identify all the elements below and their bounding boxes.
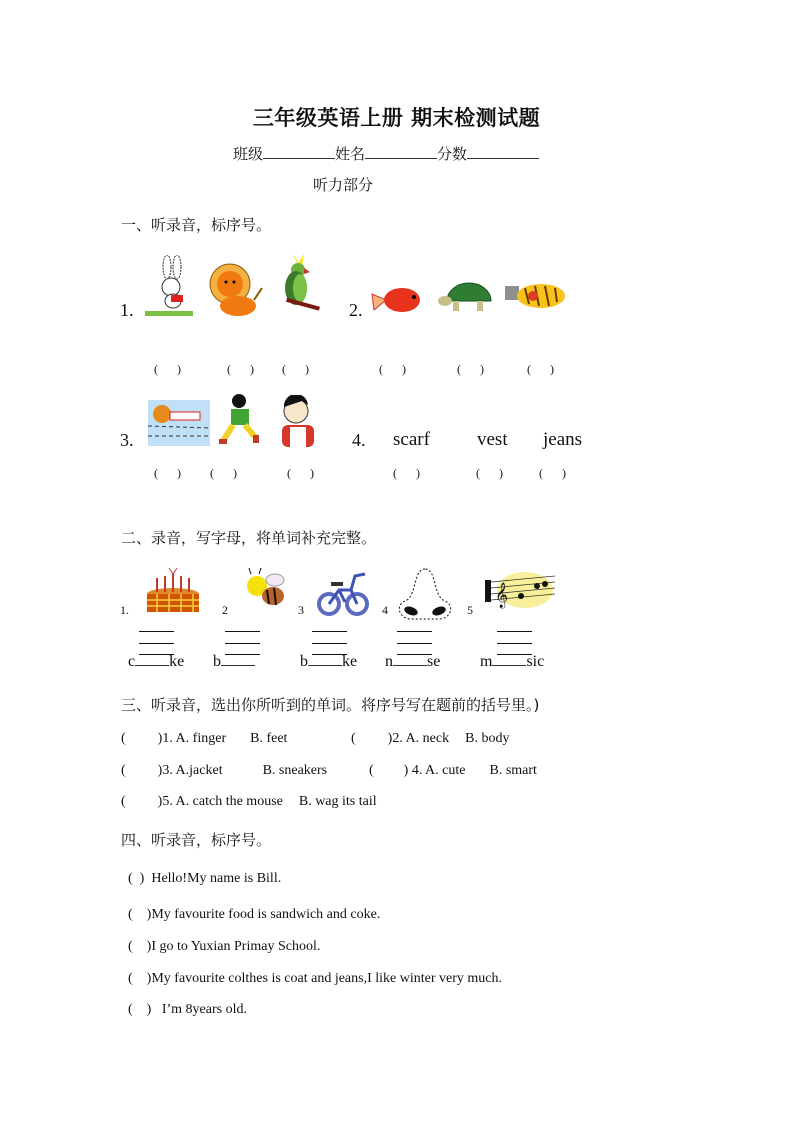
sentence: My favourite food is sandwich and coke.	[151, 907, 381, 922]
answer-paren[interactable]: (	[121, 731, 126, 746]
q3-item-3	[121, 763, 327, 779]
answer-paren-3-3[interactable]: ( )	[287, 466, 322, 480]
q4-item-5	[128, 1002, 247, 1018]
word-stem-bike	[300, 653, 357, 671]
option-b: B. smart	[489, 763, 537, 778]
answer-paren-2-2[interactable]: ( )	[457, 362, 492, 376]
bee-picture	[241, 568, 291, 614]
answer-paren[interactable]: (	[369, 763, 374, 778]
fill-blank-cake[interactable]	[135, 656, 169, 666]
q4-item-3	[128, 939, 320, 955]
option-b: B. feet	[250, 731, 288, 746]
prefix: m	[480, 653, 493, 670]
lion-picture	[208, 262, 266, 320]
write-line-1a[interactable]	[139, 631, 174, 632]
write-line-4b[interactable]	[397, 643, 432, 644]
section2-heading: 二、录音，写字母，将单词补充完整。	[121, 529, 377, 547]
item2-number: 2	[222, 603, 228, 617]
word-stem-music	[480, 653, 544, 671]
answer-paren[interactable]: ( )	[128, 871, 145, 886]
section1-heading: 一、听录音，标序号。	[121, 216, 272, 234]
parrot-picture	[278, 252, 322, 318]
q4-item-2	[128, 907, 380, 923]
option-a: )1. A. finger	[157, 731, 227, 746]
write-line-2a[interactable]	[225, 631, 260, 632]
answer-paren[interactable]: ( )	[128, 939, 152, 954]
item1-number: 1.	[120, 603, 129, 617]
option-a: )3. A.jacket	[157, 763, 223, 778]
turtle-picture	[437, 277, 497, 317]
sentence: I’m 8years old.	[161, 1002, 247, 1017]
page-title: 三年级英语上册 期末检测试题	[252, 106, 541, 130]
answer-paren[interactable]: (	[121, 794, 126, 809]
suffix: ke	[342, 653, 358, 670]
prefix: b	[300, 653, 308, 670]
option-b: B. sneakers	[262, 763, 328, 778]
word-vest: vest	[477, 429, 508, 450]
answer-paren-1-2[interactable]: ( )	[227, 362, 262, 376]
answer-paren[interactable]: (	[121, 763, 126, 778]
answer-paren-1-1[interactable]: ( )	[154, 362, 189, 376]
answer-paren-3-2[interactable]: ( )	[210, 466, 245, 480]
class-label: 班级	[233, 145, 264, 163]
prefix: c	[128, 653, 136, 670]
name-blank[interactable]	[365, 144, 437, 159]
swimming-picture	[148, 400, 210, 446]
write-line-5a[interactable]	[497, 631, 532, 632]
group1-number: 1.	[120, 300, 134, 320]
suffix: sic	[526, 653, 545, 670]
q3-item-2	[351, 731, 509, 747]
fill-blank-nose[interactable]	[393, 656, 427, 666]
group3-number: 3.	[120, 430, 134, 450]
prefix: n	[385, 653, 393, 670]
answer-paren-2-1[interactable]: ( )	[379, 362, 414, 376]
answer-paren-1-3[interactable]: ( )	[282, 362, 317, 376]
word-stem-nose	[385, 653, 440, 671]
word-scarf: scarf	[393, 429, 430, 450]
sentence: Hello!My name is Bill.	[151, 871, 282, 886]
q3-item-1	[121, 731, 287, 747]
answer-paren-4-1[interactable]: ( )	[393, 466, 428, 480]
fill-blank-bee[interactable]	[221, 656, 255, 666]
rabbit-picture	[145, 255, 195, 319]
music-picture	[485, 568, 555, 610]
student-info-line	[233, 143, 539, 164]
answer-paren[interactable]: ( )	[128, 1002, 152, 1017]
answer-paren[interactable]: (	[351, 731, 356, 746]
suffix: se	[427, 653, 441, 670]
answer-paren[interactable]: ( )	[128, 971, 152, 986]
class-blank[interactable]	[263, 144, 335, 159]
answer-paren-3-1[interactable]: ( )	[154, 466, 189, 480]
suffix: ke	[169, 653, 185, 670]
write-line-2b[interactable]	[225, 643, 260, 644]
boy-picture	[276, 395, 320, 447]
write-line-1b[interactable]	[139, 643, 174, 644]
listening-part-label: 听力部分	[313, 176, 374, 194]
word-stem-bee	[213, 653, 255, 671]
tiger-picture	[505, 278, 567, 316]
item3-number: 3	[298, 603, 304, 617]
answer-paren-4-2[interactable]: ( )	[476, 466, 511, 480]
name-label: 姓名	[335, 145, 366, 163]
write-line-5b[interactable]	[497, 643, 532, 644]
q3-item-5	[121, 794, 377, 810]
word-jeans: jeans	[543, 429, 583, 450]
q3-item-4	[369, 763, 537, 779]
fill-blank-bike[interactable]	[308, 656, 342, 666]
write-line-3a[interactable]	[312, 631, 347, 632]
section4-heading: 四、听录音，标序号。	[121, 831, 272, 849]
option-a: ) 4. A. cute	[403, 763, 466, 778]
q4-item-1	[128, 871, 281, 887]
sentence: I go to Yuxian Primay School.	[151, 939, 321, 954]
goldfish-picture	[370, 280, 426, 318]
item5-number: 5	[467, 603, 473, 617]
option-b: B. wag its tail	[298, 794, 377, 809]
sentence: My favourite colthes is coat and jeans,I like winter very much.	[151, 971, 502, 986]
score-blank[interactable]	[467, 144, 539, 159]
answer-paren[interactable]: ( )	[128, 907, 152, 922]
svg-text:𝄞: 𝄞	[495, 583, 509, 608]
prefix: b	[213, 653, 221, 670]
word-stem-cake	[128, 653, 184, 671]
fill-blank-music[interactable]	[492, 656, 526, 666]
answer-paren-2-3[interactable]: ( )	[527, 362, 562, 376]
bike-picture	[317, 568, 369, 620]
item4-number: 4	[382, 603, 388, 617]
score-label: 分数	[437, 145, 468, 163]
running-picture	[217, 393, 261, 449]
group4-number: 4.	[352, 430, 366, 450]
answer-paren-4-3[interactable]: ( )	[539, 466, 574, 480]
q4-item-4	[128, 971, 502, 987]
option-a: )2. A. neck	[387, 731, 450, 746]
nose-picture	[395, 567, 455, 623]
option-b: B. body	[465, 731, 510, 746]
write-line-3b[interactable]	[312, 643, 347, 644]
section3-heading: 三、听录音，选出你所听到的单词。将序号写在题前的括号里。)	[121, 696, 540, 714]
cake-picture	[143, 566, 203, 618]
option-a: )5. A. catch the mouse	[157, 794, 283, 809]
group2-number: 2.	[349, 300, 363, 320]
write-line-4a[interactable]	[397, 631, 432, 632]
